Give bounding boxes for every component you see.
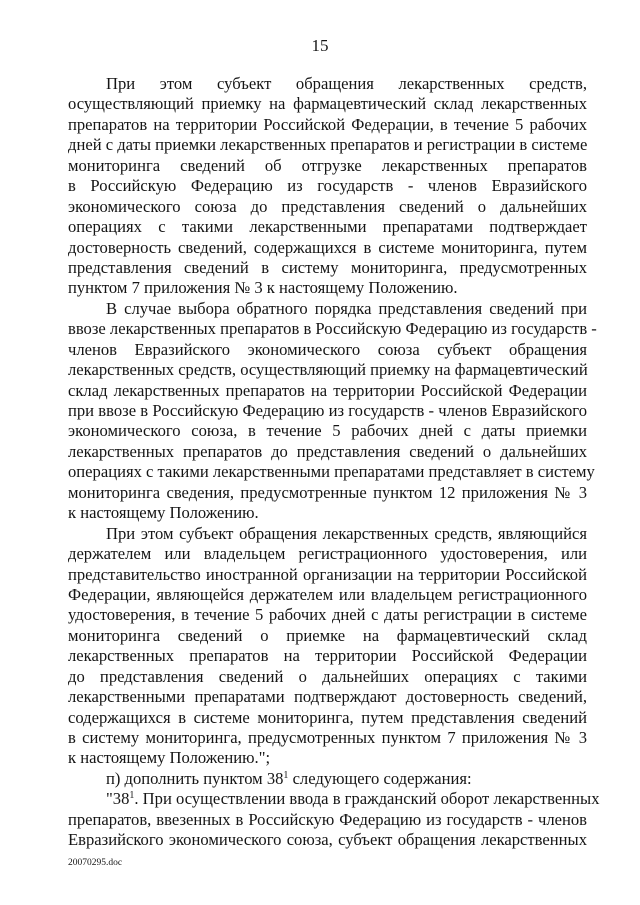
line-text: пунктом 7 приложения № 3 к настоящему Положению.: [68, 278, 458, 298]
text-line: [68, 544, 587, 564]
document-body: [68, 74, 600, 851]
text-line: [68, 381, 587, 401]
line-text: "38: [106, 789, 130, 809]
text-line: [68, 340, 587, 360]
line-text: склад лекарственных препаратов на территории Российской Федерации: [68, 380, 587, 400]
text-line: [68, 708, 587, 728]
line-text: экономического союза, в течение 5 рабочих дней с даты приемки: [68, 421, 587, 441]
text-line: [68, 728, 587, 748]
text-line: [68, 238, 587, 258]
text-line: [68, 462, 595, 482]
text-line: [68, 197, 587, 217]
text-line: [68, 74, 587, 94]
text-line: [68, 769, 587, 789]
document-filename: 20070295.doc: [68, 858, 123, 868]
text-line: [68, 789, 600, 809]
text-line: [68, 421, 587, 441]
text-line: [68, 687, 587, 707]
line-text: препаратов, ввезенных в Российскую Федерацию из государств - членов: [68, 809, 587, 829]
text-line: [68, 94, 587, 114]
line-text: к настоящему Положению.";: [68, 748, 271, 768]
line-text: операциях с такими лекарственными препаратами подтверждает: [68, 217, 587, 237]
line-text: лекарственных препаратов до представления сведений о дальнейших: [68, 441, 587, 461]
line-text: осуществляющий приемку на фармацевтический склад лекарственных: [68, 94, 587, 114]
line-text: При этом субъект обращения лекарственных средств,: [106, 74, 587, 93]
line-text: членов Евразийского экономического союза субъект обращения: [68, 339, 587, 359]
text-line: [68, 442, 587, 462]
line-text: удостоверения, в течение 5 рабочих дней с даты регистрации в системе: [68, 605, 587, 625]
line-text: мониторинга сведений о приемке на фармацевтический склад: [68, 625, 587, 645]
line-text: Евразийского экономического союза, субъект обращения лекарственных: [68, 830, 587, 850]
line-text: до представления сведений о дальнейших операциях с такими: [68, 666, 587, 686]
line-text: При этом субъект обращения лекарственных средств, являющийся: [106, 523, 587, 543]
text-line: [68, 299, 587, 319]
text-line: [68, 401, 587, 421]
line-text: мониторинга сведений об отгрузке лекарственных препаратов: [68, 155, 587, 175]
superscript: 1: [283, 769, 289, 781]
text-line: [68, 115, 587, 135]
page-number: 15: [311, 36, 329, 55]
line-text: держателем или владельцем регистрационного удостоверения, или: [68, 544, 587, 564]
line-text: в Российскую Федерацию из государств - членов Евразийского: [68, 176, 587, 196]
line-text: экономического союза до представления сведений о дальнейших: [68, 196, 587, 216]
line-text: ввозе лекарственных препаратов в Российскую Федерацию из государств -: [68, 319, 597, 339]
line-text: представления сведений в систему мониторинга, предусмотренных: [68, 257, 587, 277]
line-text: мониторинга сведения, предусмотренные пунктом 12 приложения № 3: [68, 482, 587, 502]
text-line: [68, 319, 597, 339]
text-line: [68, 748, 587, 768]
line-text: к настоящему Положению.: [68, 503, 259, 523]
line-text: при ввозе в Российскую Федерацию из государств - членов Евразийского: [68, 401, 587, 420]
line-text: лекарственных средств, осуществляющий приемку на фармацевтический: [68, 360, 588, 380]
text-line: [68, 830, 587, 850]
text-line: [68, 646, 587, 666]
line-text: содержащихся в системе мониторинга, путем представления сведений: [68, 707, 587, 727]
line-text: В случае выбора обратного порядка представления сведений при: [106, 298, 587, 318]
superscript: 1: [129, 790, 135, 802]
line-text: представительство иностранной организации на территории Российской: [68, 564, 587, 584]
text-line: [68, 483, 587, 503]
text-line: [68, 360, 587, 380]
line-text-continued: следующего содержания:: [288, 768, 472, 788]
line-text: операциях с такими лекарственными препаратами представляет в систему: [68, 462, 595, 482]
line-text: Федерации, являющейся держателем или владельцем регистрационного: [68, 584, 587, 604]
text-line: [68, 626, 587, 646]
line-text-continued: . При осуществлении ввода в гражданский оборот лекарственных: [134, 789, 600, 809]
text-line: [68, 605, 587, 625]
line-text: дней с даты приемки лекарственных препаратов и регистрации в системе: [68, 135, 588, 155]
line-text: лекарственными препаратами подтверждают достоверность сведений,: [68, 687, 587, 707]
text-line: [68, 503, 587, 523]
text-line: [68, 585, 587, 605]
line-text: препаратов на территории Российской Федерации, в течение 5 рабочих: [68, 114, 587, 134]
line-text: достоверность сведений, содержащихся в системе мониторинга, путем: [68, 237, 587, 257]
text-line: [68, 176, 587, 196]
text-line: [68, 156, 587, 176]
text-line: [68, 135, 587, 155]
text-line: [68, 565, 587, 585]
text-line: [68, 258, 587, 278]
line-text: лекарственных препаратов на территории Российской Федерации: [68, 646, 587, 666]
text-line: [68, 667, 587, 687]
line-text: п) дополнить пунктом 38: [106, 768, 284, 788]
line-text: в систему мониторинга, предусмотренных пунктом 7 приложения № 3: [68, 728, 587, 747]
text-line: [68, 524, 587, 544]
text-line: [68, 278, 587, 298]
text-line: [68, 217, 587, 237]
text-line: [68, 810, 587, 830]
